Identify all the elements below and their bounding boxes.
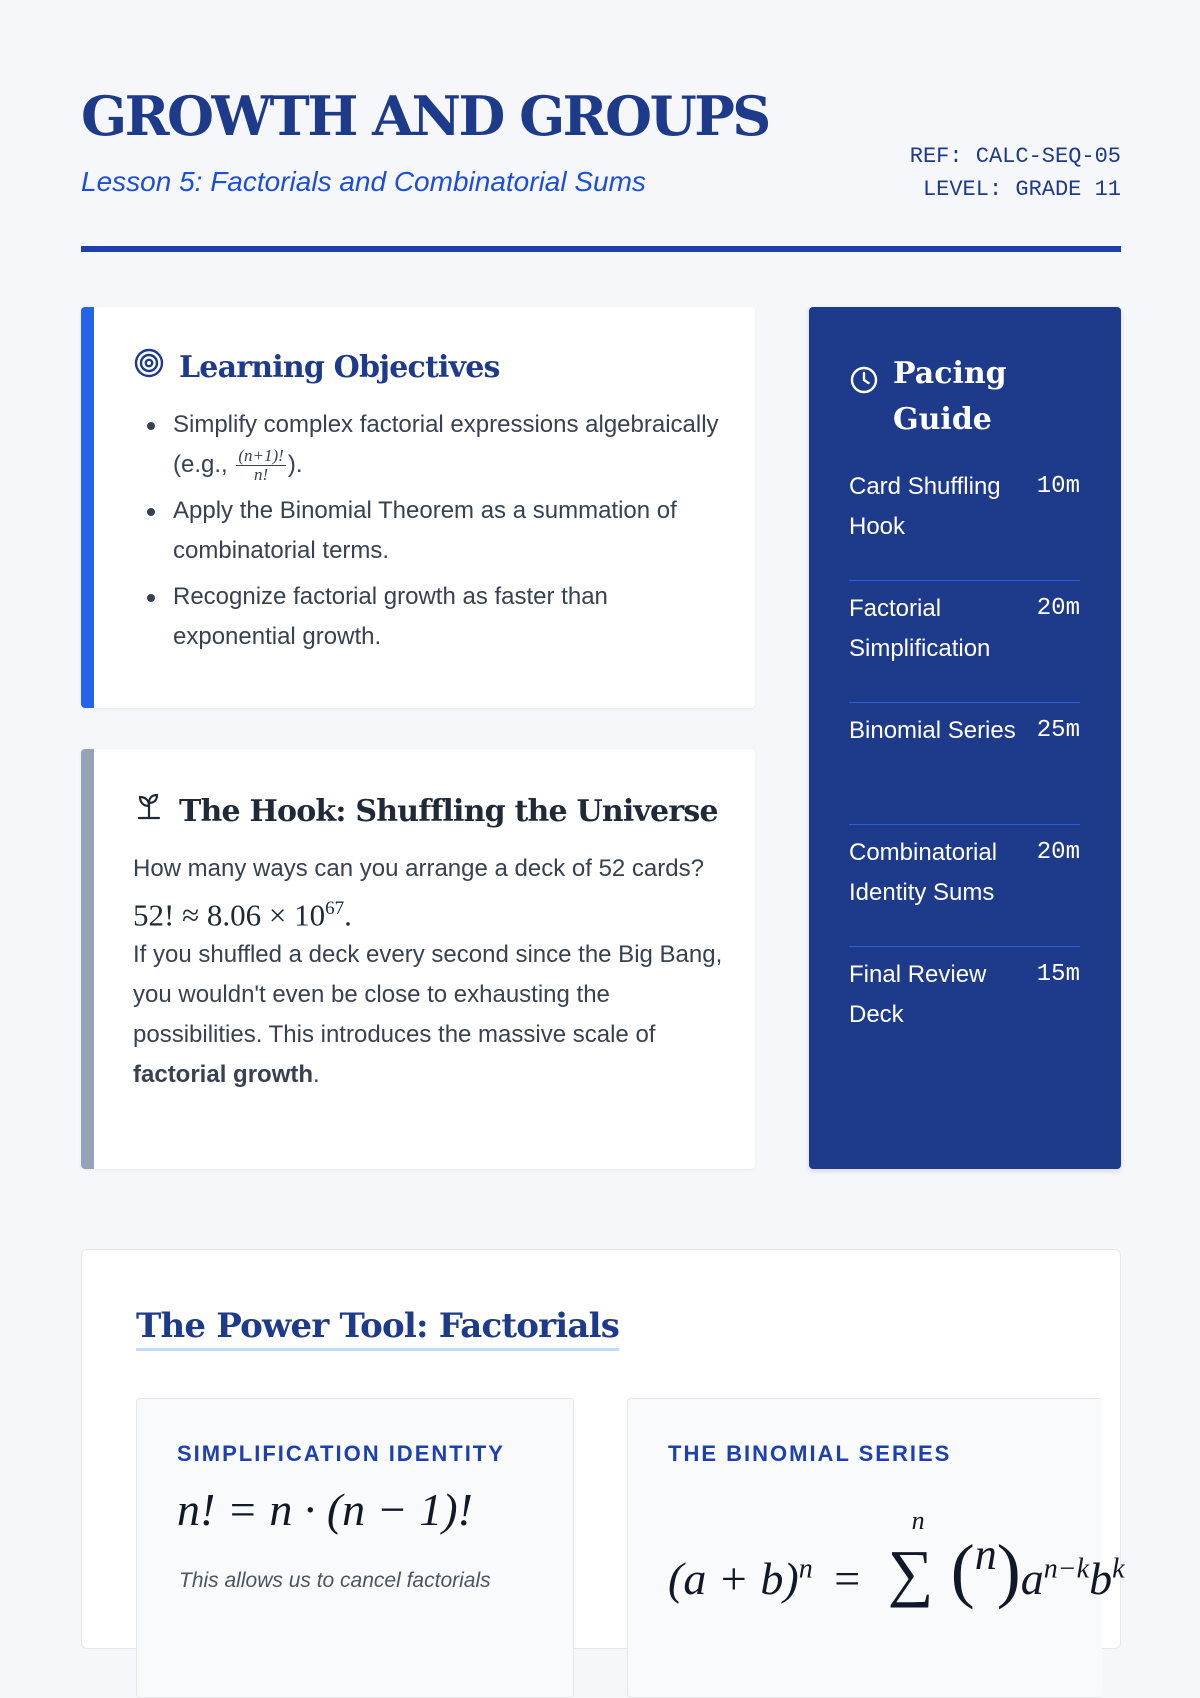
summation-upper-limit: n (911, 1506, 925, 1535)
page-title: GROWTH AND GROUPS (81, 84, 769, 148)
hook-formula (133, 889, 723, 935)
simplification-formula: n! = n · (n − 1)! (177, 1484, 473, 1535)
objectives-heading (133, 347, 500, 387)
coefficient-top: n (974, 1530, 997, 1579)
binomial-formula (668, 1506, 1125, 1612)
ref-code: REF: CALC-SEQ-05 (909, 144, 1121, 169)
hook-question: How many ways can you arrange a deck of 52 cards? (133, 855, 704, 882)
pacing-activity: Card Shuffling Hook (849, 473, 1001, 540)
header-divider (81, 246, 1121, 252)
pacing-duration: 10m (1036, 473, 1080, 500)
binomial-lhs: (a + b) (668, 1553, 799, 1604)
term-b-exponent: k (1112, 1553, 1125, 1585)
card-accent-stripe (81, 749, 94, 1169)
hook-card (81, 749, 755, 1169)
pacing-row (849, 947, 1080, 1069)
grade-level: LEVEL: GRADE 11 (922, 177, 1121, 202)
pacing-list (849, 459, 1080, 1069)
pacing-row (849, 703, 1080, 825)
pacing-activity: Final Review Deck (849, 961, 987, 1028)
pacing-activity: Binomial Series (849, 717, 1016, 744)
simplification-identity-card (136, 1398, 574, 1698)
sigma-symbol: ∑ (887, 1537, 934, 1608)
hook-emphasis: factorial growth (133, 1061, 314, 1089)
target-icon (133, 347, 165, 387)
formula-exponent: 67 (325, 898, 345, 919)
pacing-row (849, 459, 1080, 581)
learning-objectives-card (81, 307, 755, 708)
binomial-series-card (627, 1398, 1125, 1698)
formula-end: . (344, 897, 352, 933)
hook-heading (133, 791, 718, 831)
term-a-exponent: n−k (1043, 1553, 1090, 1585)
pacing-duration: 25m (1036, 717, 1080, 744)
hook-body (133, 849, 723, 1095)
pacing-activity: Combinatorial Identity Sums (849, 839, 998, 906)
simplification-label: SIMPLIFICATION IDENTITY (177, 1441, 505, 1466)
fraction (236, 447, 285, 484)
objectives-list (173, 405, 733, 663)
pacing-heading (849, 351, 1043, 443)
card-accent-stripe (81, 307, 94, 708)
clock-icon (849, 363, 879, 409)
term-a: a (1020, 1553, 1044, 1604)
pacing-title: Pacing Guide (893, 356, 1007, 437)
binomial-label: THE BINOMIAL SERIES (668, 1441, 952, 1466)
list-item: Recognize factorial growth as faster than exponential growth. (173, 577, 733, 657)
binomial-coefficient: ($^n$) (950, 1530, 1021, 1610)
fraction-numerator: (n+1)! (238, 446, 284, 466)
term-b: b (1089, 1553, 1113, 1604)
pacing-duration: 20m (1036, 839, 1080, 866)
summation-sign (887, 1506, 934, 1610)
equals-sign: = (834, 1553, 861, 1604)
sprout-icon (133, 791, 165, 831)
hook-paragraph-end: . (313, 1061, 320, 1089)
section-title: The Power Tool: Factorials (136, 1306, 619, 1351)
lesson-meta (910, 140, 1121, 206)
pacing-duration: 15m (1036, 961, 1080, 988)
hook-paragraph-text: If you shuffled a deck every second since the Big Bang, you wouldn't even be close to exhausting the possibilities. This introduces the massive scale of (133, 941, 723, 1049)
objective-text: Simplify complex factorial expressions algebraically (e.g., (173, 411, 719, 478)
objectives-title: Learning Objectives (179, 349, 500, 385)
pacing-row (849, 581, 1080, 703)
pacing-row (849, 825, 1080, 947)
list-item (173, 405, 733, 485)
hook-title: The Hook: Shuffling the Universe (179, 793, 718, 829)
pacing-activity: Factorial Simplification (849, 595, 991, 662)
simplification-note: This allows us to cancel factorials (179, 1569, 491, 1592)
hook-paragraph (133, 935, 723, 1095)
formula-base: 52! ≈ 8.06 × 10 (133, 897, 326, 933)
objective-text-end: ). (287, 451, 303, 478)
power-tool-section (81, 1249, 1125, 1649)
fraction-denominator: n! (254, 465, 269, 485)
page-subtitle: Lesson 5: Factorials and Combinatorial Sums (81, 166, 646, 197)
pacing-duration: 20m (1036, 595, 1080, 622)
binomial-lhs-exponent: n (798, 1553, 813, 1585)
pacing-guide-card (809, 307, 1121, 1169)
list-item: Apply the Binomial Theorem as a summation of combinatorial terms. (173, 491, 733, 571)
header (81, 80, 1121, 255)
